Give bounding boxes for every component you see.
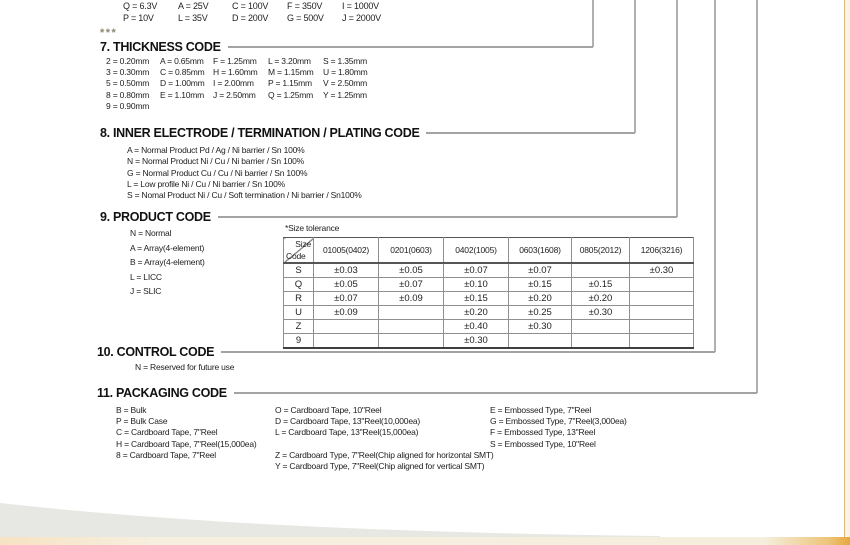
thickness-code-item: 5 = 0.50mm — [106, 78, 150, 89]
section-heading-packaging — [97, 386, 757, 400]
tolerance-cell: ±0.05 — [314, 278, 379, 292]
tolerance-cell — [572, 263, 630, 278]
size-column-header: 0402(1005) — [444, 238, 509, 264]
voltage-code-item: J = 2000V — [342, 13, 381, 23]
tolerance-row — [284, 306, 694, 320]
thickness-column — [323, 56, 383, 112]
tolerance-row — [284, 278, 694, 292]
electrode-code-list — [127, 145, 362, 201]
leader-vline-electrode — [634, 0, 636, 133]
tolerance-cell: ±0.15 — [509, 278, 572, 292]
thickness-code-item: D = 1.00mm — [160, 78, 205, 89]
packaging-code-item: O = Cardboard Tape, 10"Reel — [275, 405, 382, 415]
leader-vline-packaging — [756, 0, 758, 393]
product-code-item: J = SLIC — [130, 286, 162, 297]
leader-line — [228, 46, 593, 48]
product-code-item: B = Array(4-element) — [130, 257, 205, 268]
packaging-code-item: Z = Cardboard Type, 7"Reel(Chip aligned for horizontal SMT) — [275, 449, 494, 460]
packaging-code-item: S = Embossed Type, 10"Reel — [490, 438, 596, 449]
section-title: 9. PRODUCT CODE — [100, 210, 211, 224]
thickness-code-item: C = 0.85mm — [160, 67, 205, 78]
tolerance-row-code: U — [284, 306, 314, 320]
thickness-code-grid — [106, 56, 383, 112]
packaging-code-item: 8 = Cardboard Tape, 7"Reel — [116, 449, 216, 460]
size-column-header: 0603(1608) — [509, 238, 572, 264]
thickness-code-item: U = 1.80mm — [323, 67, 368, 78]
tolerance-cell: ±0.09 — [379, 292, 444, 306]
thickness-code-item: L = 3.20mm — [268, 56, 311, 66]
section-heading-electrode — [100, 126, 635, 140]
voltage-code-item: C = 100V — [232, 1, 269, 11]
leader-line — [221, 351, 715, 353]
voltage-code-item: F = 350V — [287, 1, 323, 11]
electrode-code-item: S = Nomal Product Ni / Cu / Soft termination / Ni barrier / Sn100% — [127, 190, 362, 201]
size-column-header: 0201(0603) — [379, 238, 444, 264]
tolerance-cell — [379, 320, 444, 334]
tolerance-cell: ±0.03 — [314, 263, 379, 278]
packaging-code-item: B = Bulk — [116, 405, 147, 415]
size-column-header: 01005(0402) — [314, 238, 379, 264]
tolerance-cell: ±0.30 — [572, 306, 630, 320]
thickness-code-item: A = 0.65mm — [160, 56, 204, 66]
packaging-code-item: Y = Cardboard Type, 7"Reel(Chip aligned for vertical SMT) — [275, 460, 485, 471]
voltage-code-row — [123, 1, 397, 11]
tolerance-cell: ±0.15 — [444, 292, 509, 306]
tolerance-cell — [630, 306, 694, 320]
tolerance-cell: ±0.07 — [444, 263, 509, 278]
thickness-code-item: P = 1.15mm — [268, 78, 312, 89]
electrode-code-item: N = Normal Product Ni / Cu / Ni barrier / Sn 100% — [127, 156, 305, 167]
thickness-code-item: S = 1.35mm — [323, 56, 368, 66]
leader-line — [234, 392, 757, 394]
tolerance-row-code: S — [284, 263, 314, 278]
thickness-code-item: Y = 1.25mm — [323, 89, 367, 100]
packaging-column — [116, 405, 257, 461]
tolerance-cell: ±0.25 — [509, 306, 572, 320]
thickness-code-item: J = 2.50mm — [213, 89, 256, 100]
tolerance-row-code: 9 — [284, 334, 314, 349]
electrode-code-item: G = Normal Product Cu / Cu / Ni barrier / Sn 100% — [127, 167, 308, 178]
thickness-code-item: F = 1.25mm — [213, 56, 257, 66]
tolerance-row — [284, 263, 694, 278]
tolerance-cell: ±0.30 — [509, 320, 572, 334]
packaging-code-item: L = Cardboard Tape, 13"Reel(15,000ea) — [275, 427, 419, 438]
thickness-code-item: H = 1.60mm — [213, 67, 258, 78]
product-code-list — [130, 226, 205, 299]
size-tolerance-label: *Size tolerance — [285, 223, 340, 233]
tolerance-row-code: R — [284, 292, 314, 306]
tolerance-row-code: Q — [284, 278, 314, 292]
tolerance-cell: ±0.30 — [444, 334, 509, 349]
size-tolerance-table — [283, 237, 694, 349]
tolerance-header-row — [284, 238, 694, 264]
page-edge-strip — [844, 0, 850, 537]
tolerance-cell: ±0.20 — [572, 292, 630, 306]
thickness-column — [268, 56, 323, 112]
thickness-code-item: 9 = 0.90mm — [106, 100, 150, 111]
thickness-code-item: I = 2.00mm — [213, 78, 254, 89]
section-heading-thickness — [100, 40, 593, 54]
section-title: 8. INNER ELECTRODE / TERMINATION / PLATING CODE — [100, 126, 420, 140]
thickness-code-item: 8 = 0.80mm — [106, 89, 150, 100]
leader-line — [426, 132, 635, 134]
tolerance-row — [284, 292, 694, 306]
thickness-code-item: 2 = 0.20mm — [106, 56, 150, 66]
footer-accent-band — [0, 537, 850, 545]
tolerance-cell: ±0.07 — [379, 278, 444, 292]
tolerance-cell — [379, 306, 444, 320]
section-title: 7. THICKNESS CODE — [100, 40, 221, 54]
electrode-code-item: L = Low profile Ni / Cu / Ni barrier / Sn 100% — [127, 178, 285, 189]
voltage-code-item: P = 10V — [123, 13, 154, 23]
tolerance-cell: ±0.09 — [314, 306, 379, 320]
section-heading-control — [97, 345, 715, 359]
thickness-column — [106, 56, 160, 112]
packaging-code-item: G = Embossed Type, 7"Reel(3,000ea) — [490, 416, 627, 427]
leader-vline-product — [676, 0, 678, 217]
voltage-code-item: L = 35V — [178, 13, 208, 23]
packaging-code-item — [275, 439, 494, 450]
corner-code-label: Code — [286, 251, 306, 261]
tolerance-cell — [630, 292, 694, 306]
voltage-code-item: I = 1000V — [342, 1, 379, 11]
tolerance-cell — [314, 320, 379, 334]
tolerance-cell: ±0.07 — [314, 292, 379, 306]
tolerance-row — [284, 320, 694, 334]
thickness-code-item: 3 = 0.30mm — [106, 67, 150, 78]
voltage-code-item: Q = 6.3V — [123, 1, 158, 11]
voltage-code-row — [123, 13, 397, 23]
section-heading-product — [100, 210, 677, 224]
size-column-header: 1206(3216) — [630, 238, 694, 264]
control-code-list — [135, 362, 234, 373]
packaging-code-item: C = Cardboard Tape, 7"Reel — [116, 427, 218, 438]
voltage-code-item: G = 500V — [287, 13, 324, 23]
leader-vline-control — [714, 0, 716, 352]
tolerance-cell: ±0.20 — [444, 306, 509, 320]
packaging-code-item: E = Embossed Type, 7"Reel — [490, 405, 592, 415]
tolerance-row-code: Z — [284, 320, 314, 334]
control-code-item: N = Reserved for future use — [135, 362, 235, 372]
voltage-code-item: D = 200V — [232, 13, 269, 23]
tolerance-cell — [630, 320, 694, 334]
corner-size-label: Size — [295, 239, 311, 249]
thickness-code-item: E = 1.10mm — [160, 89, 205, 100]
packaging-column — [275, 405, 494, 472]
product-code-item: A = Array(4-element) — [130, 242, 205, 253]
packaging-code-item: P = Bulk Case — [116, 416, 168, 427]
product-code-item: L = LICC — [130, 271, 162, 282]
thickness-code-item: M = 1.15mm — [268, 67, 314, 78]
voltage-code-item: A = 25V — [178, 1, 209, 11]
size-code-corner-cell — [284, 238, 314, 264]
section-title: 11. PACKAGING CODE — [97, 386, 227, 400]
tolerance-cell — [630, 278, 694, 292]
footer-swoosh-graphic — [0, 495, 660, 537]
thickness-code-item: V = 2.50mm — [323, 78, 368, 89]
tolerance-cell: ±0.40 — [444, 320, 509, 334]
thickness-column — [160, 56, 213, 112]
packaging-code-item: H = Cardboard Tape, 7"Reel(15,000ea) — [116, 438, 257, 449]
tolerance-cell: ±0.05 — [379, 263, 444, 278]
section-title: 10. CONTROL CODE — [97, 345, 215, 359]
thickness-column — [213, 56, 268, 112]
leader-line — [218, 216, 677, 218]
size-column-header: 0805(2012) — [572, 238, 630, 264]
product-code-item: N = Normal — [130, 228, 172, 238]
packaging-column — [490, 405, 627, 450]
tolerance-cell: ±0.10 — [444, 278, 509, 292]
tolerance-cell: ±0.15 — [572, 278, 630, 292]
tolerance-cell: ±0.30 — [630, 263, 694, 278]
packaging-code-item: F = Embossed Type, 13"Reel — [490, 427, 596, 438]
tolerance-cell: ±0.20 — [509, 292, 572, 306]
tolerance-cell — [572, 320, 630, 334]
electrode-code-item: A = Normal Product Pd / Ag / Ni barrier / Sn 100% — [127, 145, 305, 155]
footnote-stars: *** — [100, 27, 118, 39]
packaging-code-item: D = Cardboard Tape, 13"Reel(10,000ea) — [275, 416, 421, 427]
tolerance-cell: ±0.07 — [509, 263, 572, 278]
thickness-code-item: Q = 1.25mm — [268, 89, 314, 100]
